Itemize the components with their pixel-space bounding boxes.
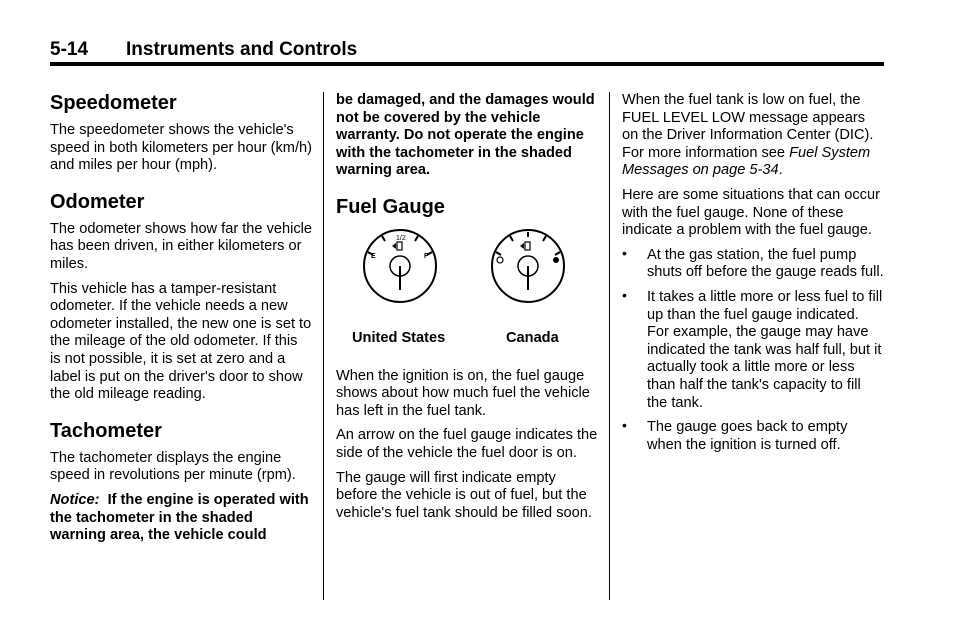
fuel-system-messages-reference[interactable]: Fuel System Messages on page 5-34 bbox=[622, 144, 871, 179]
figure-captions bbox=[336, 330, 598, 348]
fuel-gauge-heading: Fuel Gauge bbox=[336, 195, 445, 218]
section-title: Instruments and Controls bbox=[126, 39, 358, 60]
us-empty-label: E bbox=[371, 252, 376, 260]
us-fuel-gauge-illustration bbox=[358, 226, 442, 306]
fuel-gauge-text-2: An arrow on the fuel gauge indicates the side of the vehicle the fuel door is on. bbox=[336, 427, 598, 461]
odometer-text-1: The odometer shows how far the vehicle has been driven, in either kilometers or miles. bbox=[50, 220, 313, 272]
column-2 bbox=[336, 92, 598, 529]
fuel-gauge-text-3: The gauge will first indicate empty before the vehicle is out of fuel, but the vehicle's fuel tank should be filled soon. bbox=[336, 469, 592, 521]
header-rule bbox=[50, 62, 884, 66]
speedometer-text: The speedometer shows the vehicle's speed in both kilometers per hour (km/h) and miles per hour (mph). bbox=[50, 122, 312, 174]
odometer-heading: Odometer bbox=[50, 190, 145, 213]
fuel-gauge-text-1: When the ignition is on, the fuel gauge shows about how much fuel the vehicle has left in the fuel tank. bbox=[336, 367, 590, 419]
canada-fuel-gauge-illustration bbox=[486, 226, 570, 306]
tachometer-heading: Tachometer bbox=[50, 419, 162, 442]
notice-label: Notice: bbox=[50, 491, 100, 508]
list-item: • It takes a little more or less fuel to fill up than the fuel gauge indicated. For example, the gauge may have indicated the tank was half full, but it actually took a little more or less than half the tank's capacity to fill the tank. bbox=[622, 289, 884, 412]
fuel-low-text-main: When the fuel tank is low on fuel, the FUEL LEVEL LOW message appears on the Driver Information Center (DIC). For more information see bbox=[622, 92, 874, 161]
us-caption: United States bbox=[352, 329, 446, 346]
list-item: • The gauge goes back to empty when the ignition is turned off. bbox=[622, 419, 884, 454]
column-1 bbox=[50, 92, 312, 552]
page-number: 5-14 bbox=[50, 39, 89, 60]
fuel-low-text-end: . bbox=[778, 162, 783, 179]
canada-caption: Canada bbox=[506, 329, 559, 346]
list-item: • At the gas station, the fuel pump shuts off before the gauge reads full. bbox=[622, 247, 884, 282]
column-divider-1 bbox=[323, 92, 324, 600]
column-divider-2 bbox=[609, 92, 610, 600]
page-header bbox=[50, 39, 357, 61]
fuel-gauge-figure bbox=[336, 226, 598, 326]
column-3 bbox=[622, 92, 884, 461]
odometer-text-2: This vehicle has a tamper-resistant odometer. If the vehicle needs a new odometer installed, the new one is set to the mileage of the old odometer. If this is not possible, it is set at zero and a label is put on the driver's door to show the old mileage reading. bbox=[50, 280, 312, 403]
tachometer-text: The tachometer displays the engine speed in revolutions per minute (rpm). bbox=[50, 449, 296, 484]
fuel-low-text bbox=[622, 92, 884, 180]
tachometer-notice-continued: be damaged, and the damages would not be covered by the vehicle warranty. Do not operate the engine with the tachometer in the shaded warning area. bbox=[336, 92, 595, 179]
speedometer-heading: Speedometer bbox=[50, 92, 177, 114]
us-half-label: 1/2 bbox=[396, 234, 406, 242]
tachometer-notice-start: Notice: If the engine is operated with the tachometer in the shaded warning area, the vehicle could bbox=[50, 491, 309, 544]
fuel-situations-list bbox=[622, 247, 884, 455]
us-full-label: F bbox=[424, 252, 429, 260]
fuel-situations-intro: Here are some situations that can occur with the fuel gauge. None of these indicate a problem with the fuel gauge. bbox=[622, 186, 880, 239]
